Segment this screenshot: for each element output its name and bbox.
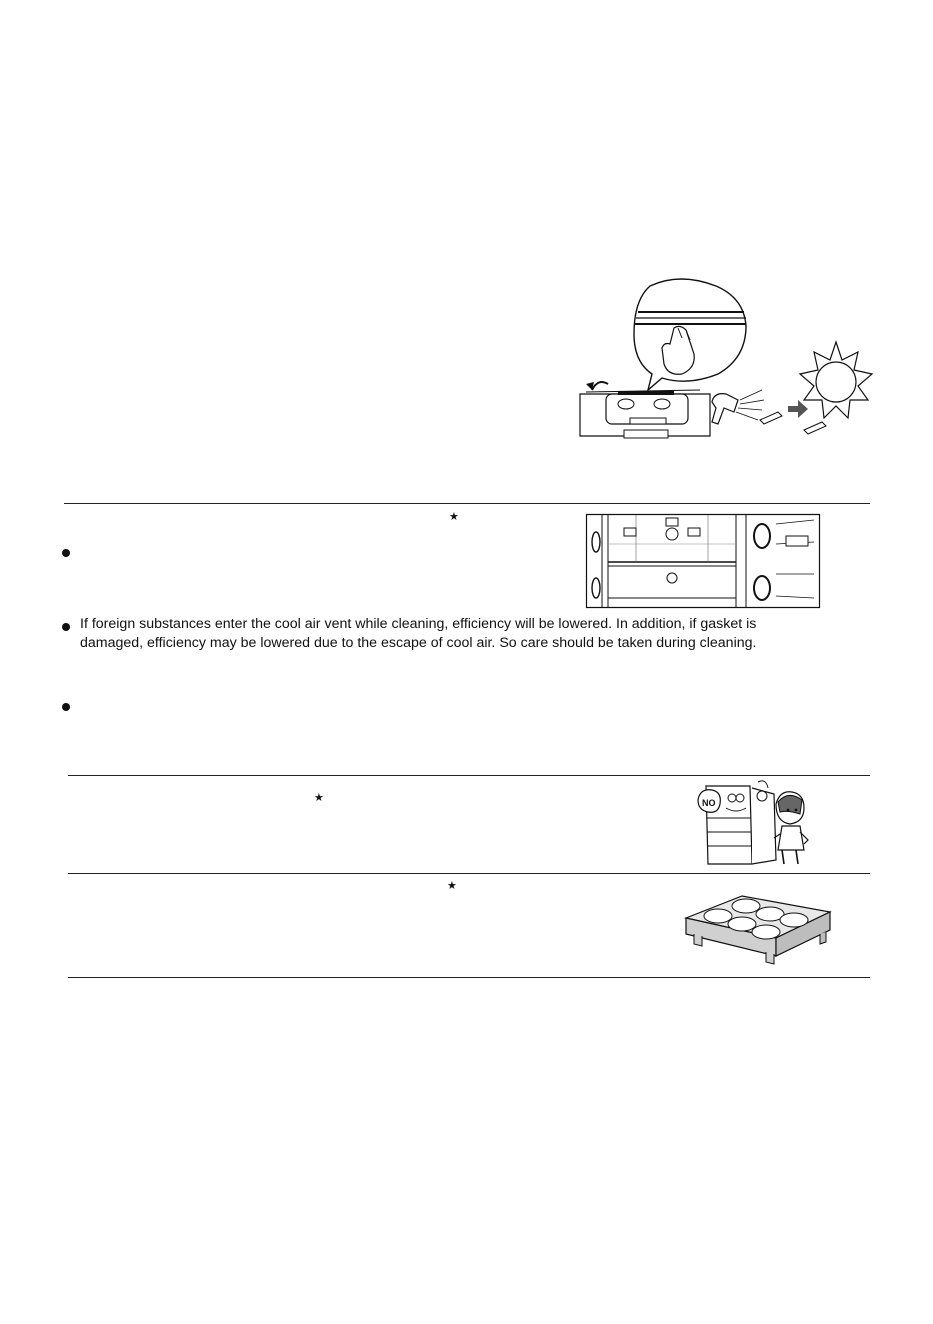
section-divider	[68, 873, 870, 874]
section-divider	[68, 977, 870, 978]
section-divider	[64, 503, 870, 504]
bullet-point	[62, 549, 70, 557]
bullet-point	[62, 703, 70, 711]
child-fridge-illustration	[696, 780, 812, 868]
bullet-point	[62, 623, 70, 631]
vent-cleaning-line-1: If foreign substances enter the cool air vent while cleaning, efficiency will be lowered. In addition, if gasket is	[80, 616, 757, 632]
section-divider	[68, 775, 870, 776]
vent-cleaning-line-2: damaged, efficiency may be lowered due to the escape of cool air. So care should be taken during cleaning.	[80, 635, 757, 651]
egg-tray-illustration	[680, 890, 834, 966]
star-marker: ★	[447, 880, 457, 892]
star-marker: ★	[449, 511, 459, 523]
svg-text:NO: NO	[702, 798, 716, 808]
star-marker: ★	[314, 792, 324, 804]
fridge-interior-illustration	[586, 514, 820, 608]
filter-cleaning-illustration	[578, 278, 878, 440]
